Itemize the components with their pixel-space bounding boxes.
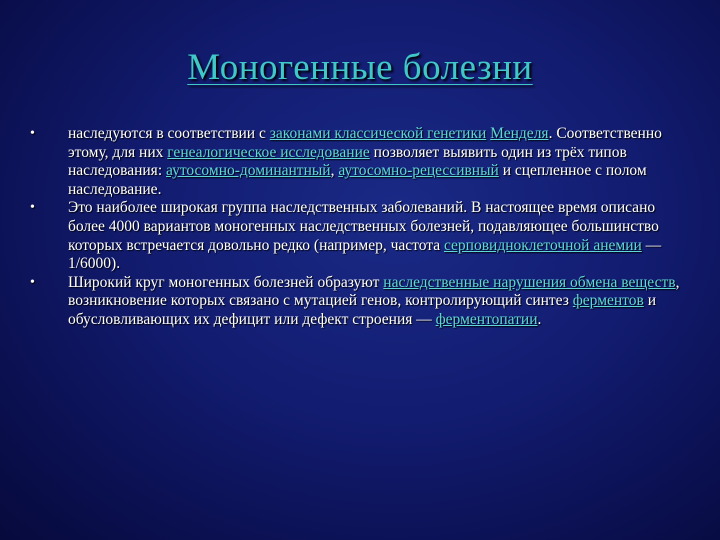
link-enzymes[interactable]: ферментов (572, 292, 644, 310)
text-segment: наследуются в соответствии с (68, 125, 270, 142)
slide-title: Моногенные болезни (187, 47, 533, 88)
link-autosomal-dominant[interactable]: аутосомно-доминантный (166, 162, 331, 180)
link-metabolic-disorders[interactable]: наследственные нарушения обмена веществ (383, 273, 676, 291)
bullet-dot-icon: • (30, 126, 35, 141)
link-mendel-laws[interactable]: законами классической генетики (269, 125, 487, 142)
bullet-dot-icon: • (30, 200, 35, 216)
bullet-item (30, 125, 690, 199)
link-genealogical-study[interactable]: генеалогическое исследование (167, 143, 370, 161)
bullet-list (30, 125, 690, 330)
link-sickle-cell-anemia[interactable]: серповидноклеточной анемии (443, 236, 642, 254)
bullet-item (30, 274, 690, 330)
text-segment: . (537, 310, 542, 328)
text-segment: Это наиболее широкая группа наследственных заболеваний. В настоящее время описано более 4000 вариантов моногенных наследственных болезней, подавляющее большинство которых встречается довольно редко (например, частота (68, 199, 659, 254)
text-segment: , возникновение которых связано с мутацией генов, контролирующий синтез (68, 273, 680, 310)
link-mendel[interactable]: Менделя (490, 125, 549, 142)
link-enzymopathies[interactable]: ферментопатии (435, 310, 538, 328)
text-segment: Широкий круг моногенных болезней образуют (68, 273, 384, 291)
text-segment: и сцепленное с полом наследование. (68, 162, 647, 198)
bullet-item (30, 199, 690, 273)
text-segment: , (330, 162, 339, 180)
text-segment: . Соответственно этому, для них (68, 125, 662, 161)
text-segment: позволяет выявить один из трёх типов наследования: (68, 143, 627, 180)
link-autosomal-recessive[interactable]: аутосомно-рецессивный (338, 162, 499, 180)
bullet-dot-icon: • (30, 274, 35, 290)
text-segment: и обусловливающих их дефицит или дефект строения — (68, 292, 656, 328)
text-segment: — 1/6000). (68, 236, 662, 273)
